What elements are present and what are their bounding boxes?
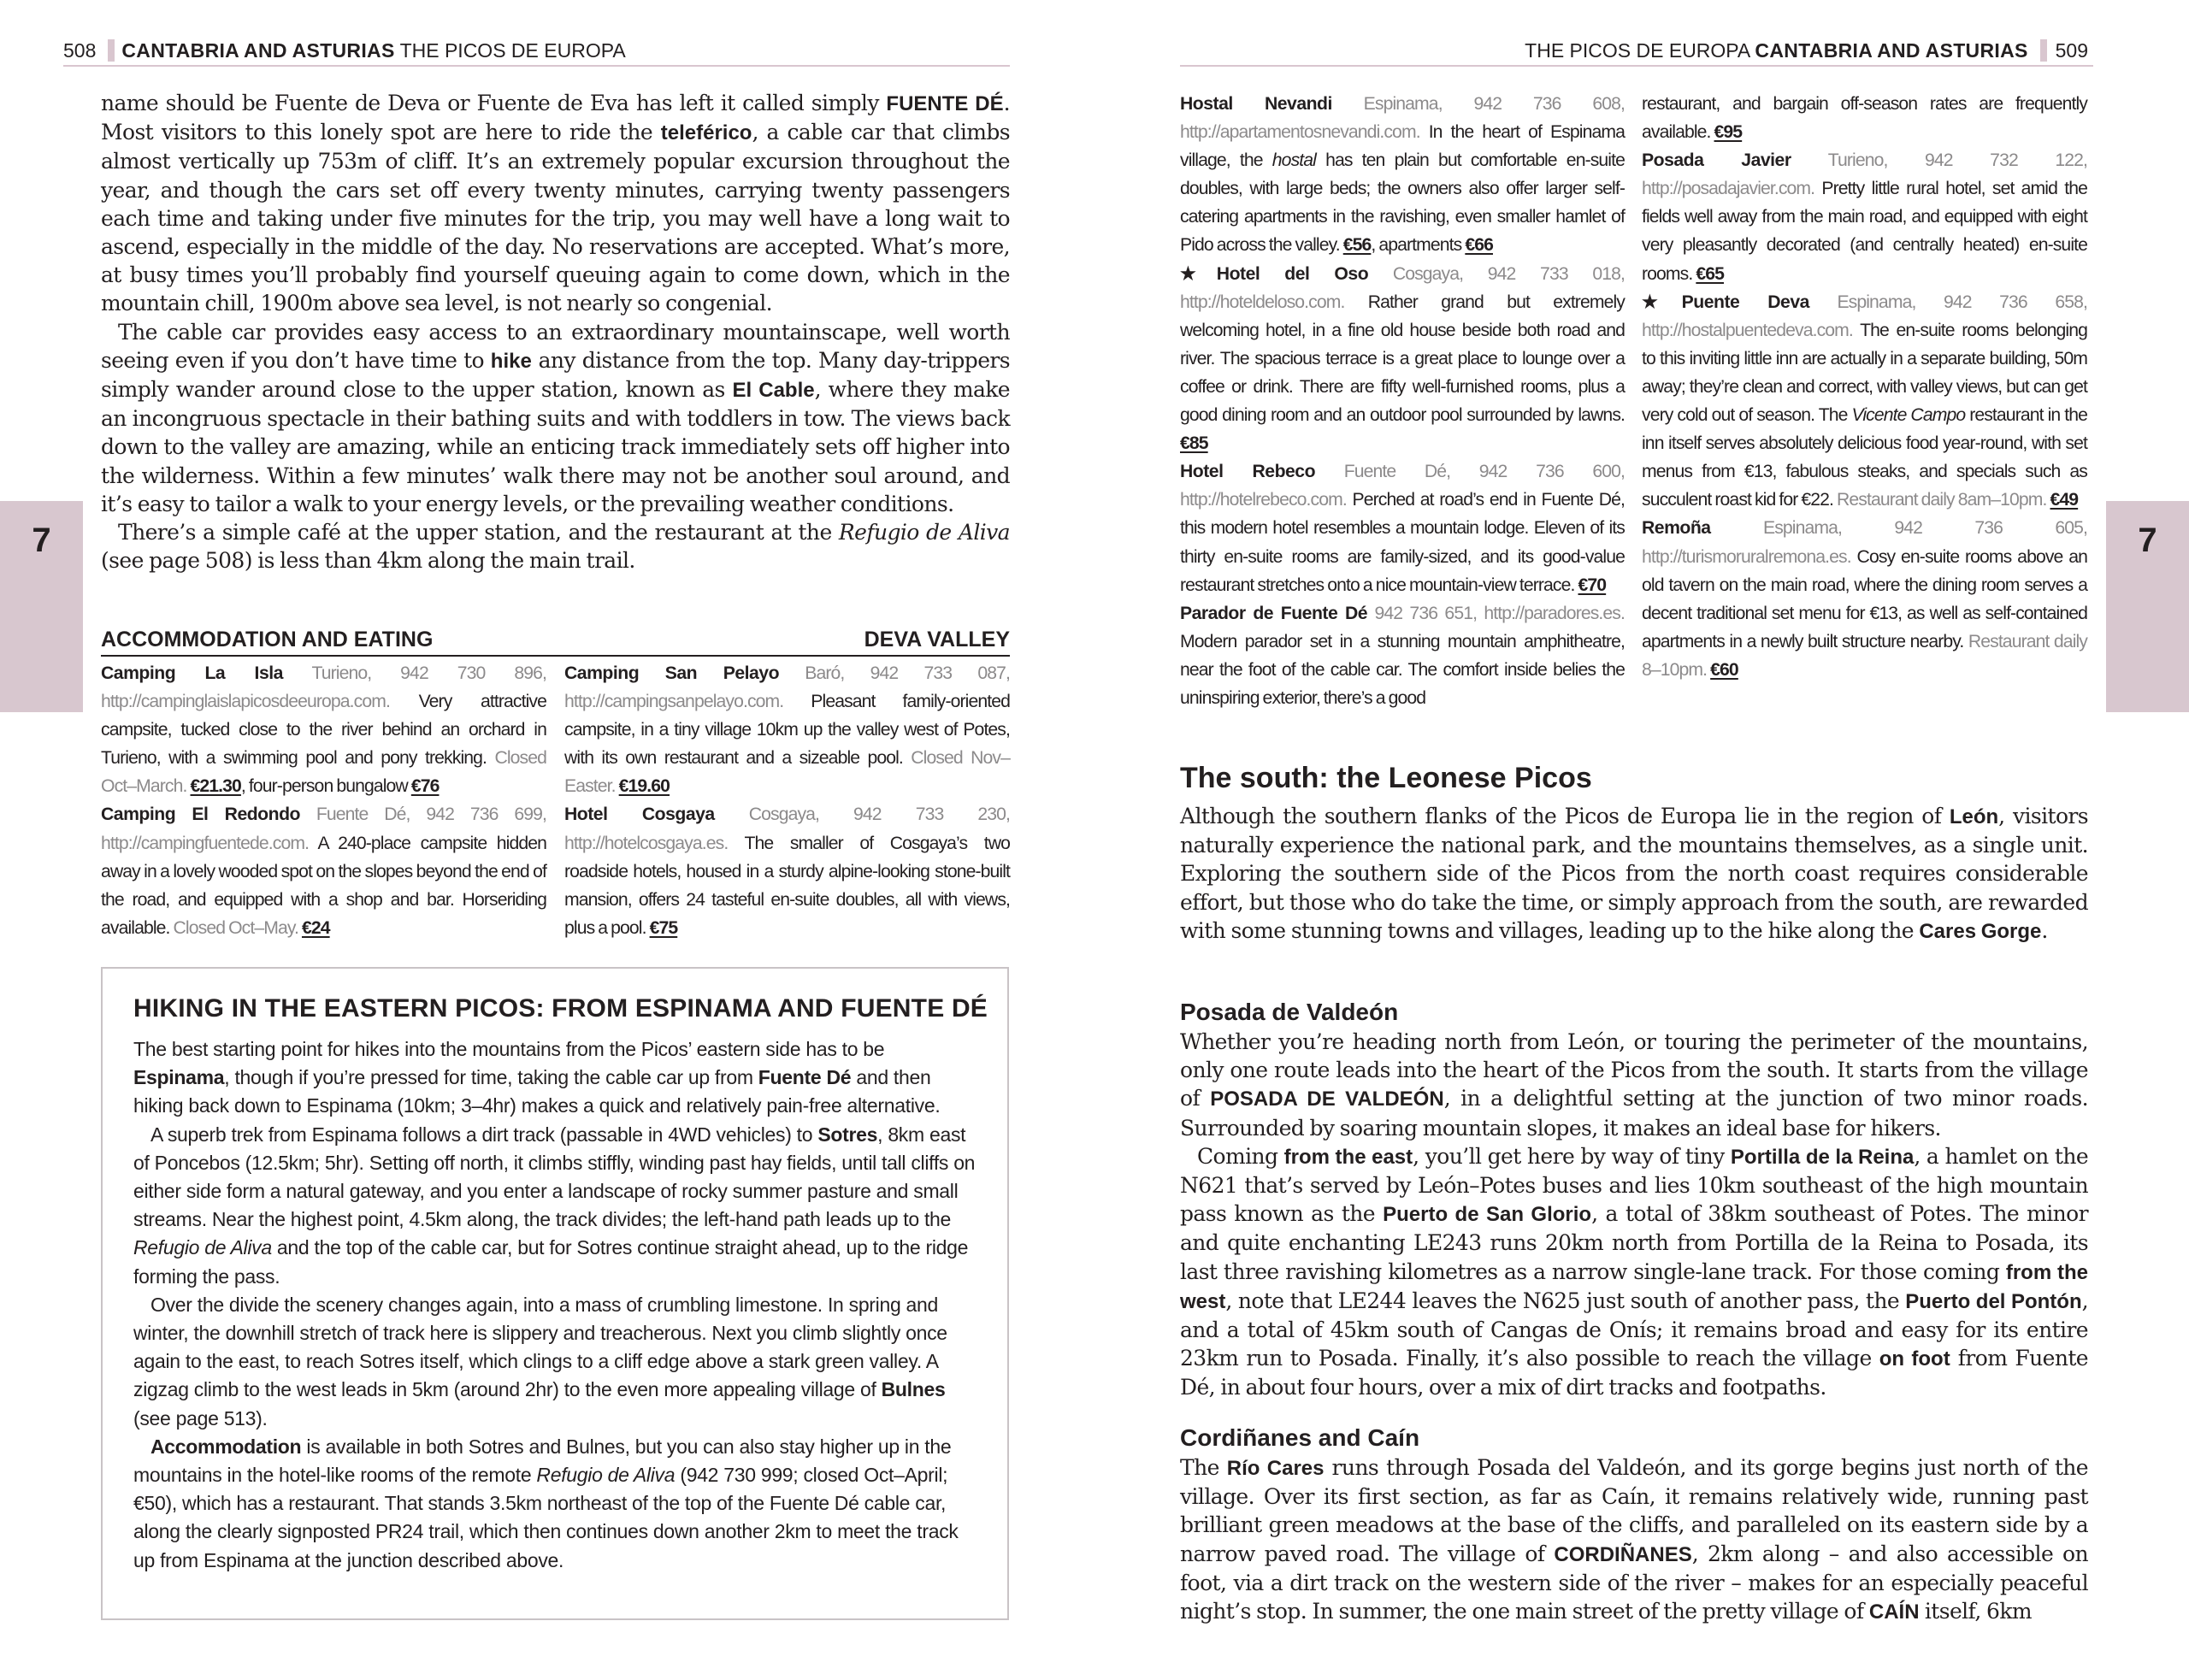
listing-entry: Camping San Pelayo Baró, 942 733 087, http://campingsanpelayo.com. Pleasant family-oriented campsite, in a tiny village 10km up the valley west of Potes, with its own restaurant and a sizeable pool. Closed Nov–Easter. €19.60 bbox=[564, 663, 1010, 797]
subheading-cordinanes: Cordiñanes and Caín bbox=[1180, 1424, 1420, 1451]
hiking-box-title: HIKING IN THE EASTERN PICOS: FROM ESPINAMA AND FUENTE DÉ bbox=[133, 994, 988, 1023]
section-heading-south: The south: the Leonese Picos bbox=[1180, 762, 1592, 794]
star-icon: ★ bbox=[1642, 292, 1682, 312]
header-section-left: CANTABRIA AND ASTURIAS bbox=[121, 39, 395, 62]
subheading-posada: Posada de Valdeón bbox=[1180, 999, 1399, 1025]
listing-entry: Camping El Redondo Fuente Dé, 942 736 699, http://campingfuentede.com. A 240-place campsite hidden away in a lovely wooded spot on the slopes beyond the end of the road, and equipped with a shop and bar. Horseriding available. Closed Oct–May. €24 bbox=[101, 805, 546, 938]
paragraph: The Río Cares runs through Posada del Valdeón, and its gorge begins just north of the village. Over its first section, as far as Caín, it remains relatively wide, running past brilliant green meadows at the base of the cliffs, and paralleled on its eastern side by a narrow paved road. The village of CORDIÑANES, 2km along – and also accessible on foot, via a dirt track on the western side of the river – makes for an especially peaceful night’s stop. In summer, the one main street of the pretty village of CAÍN itself, 6km bbox=[1180, 1455, 2089, 1624]
listings-column-2 bbox=[1642, 90, 2087, 684]
header-divider bbox=[108, 39, 115, 62]
paragraph: The cable car provides easy access to an extraordinary mountainscape, well worth seeing even if you don’t have time to hike any distance from the top. Many day-trippers simply wander around close to the upper station, known as El Cable, where they make an incongruous spectacle in their bathing suits and with toddlers in tow. The views back down to the valley are amazing, while an enticing track immediately sets off higher into the wilderness. Within a few minutes’ walk there may not be another soul around, and it’s easy to tailor a walk to your energy levels, or the prevailing weather conditions. bbox=[101, 319, 1011, 516]
star-icon: ★ bbox=[1180, 263, 1217, 284]
header-section-right: CANTABRIA AND ASTURIAS bbox=[1755, 39, 2028, 62]
listing-entry: Hostal Nevandi Espinama, 942 736 608, http://apartamentosnevandi.com. In the heart of Espinama village, the hostal has ten plain but comfortable en-suite doubles, with large beds; the owners also offer larger self-catering apartments in the ravishing, even smaller hamlet of Pido across the valley. €56, apartments €66 bbox=[1180, 94, 1625, 256]
chapter-number: 7 bbox=[32, 522, 51, 559]
listing-entry: Camping La Isla Turieno, 942 730 896, http://campinglaislapicosdeeuropa.com. Very attractive campsite, tucked close to the river behind an orchard in Turieno, with a swimming pool and pony trekking. Closed Oct–March. €21.30, four-person bungalow €76 bbox=[101, 663, 547, 797]
paragraph: Accommodation is available in both Sotres and Bulnes, but you can also stay higher up in the mountains in the hotel-like rooms of the remote Refugio de Aliva (942 730 999; closed Oct–April; €50), which has a restaurant. That stands 3.5km northeast of the top of the Fuente Dé cable car, along the clearly signposted PR24 trail, which then continues down another 2km to meet the track up from Espinama at the junction described above. bbox=[133, 1435, 959, 1571]
cordinanes-text bbox=[1180, 1453, 2088, 1626]
hiking-sidebar-box bbox=[101, 967, 1009, 1620]
posada-text bbox=[1180, 1028, 2088, 1402]
listing-entry: ★Puente Deva Espinama, 942 736 658, http://hostalpuentedeva.com. The en-suite rooms belonging to this inviting little inn are actually in a separate building, 50m away; they’re clean and correct, with valley views, but can get very cold out of season. The Vicente Campo restaurant in the inn itself serves absolutely delicious food year-round, with set menus from €13, fabulous steaks, and specials such as succulent roast kid for €22. Restaurant daily 8am–10pm. €49 bbox=[1642, 292, 2087, 510]
chapter-number: 7 bbox=[2138, 522, 2157, 559]
intro-text bbox=[101, 89, 1010, 575]
listings-column-1 bbox=[1180, 90, 1625, 712]
listing-entry: Hotel Rebeco Fuente Dé, 942 736 600, http://hotelrebeco.com. Perched at road’s end in Fuente Dé, this modern hotel resembles a mountain lodge. Eleven of its thirty en-suite rooms are family-sized, and its good-value restaurant stretches onto a nice mountain-view terrace. €70 bbox=[1180, 462, 1625, 595]
accommodation-heading bbox=[101, 626, 1010, 657]
paragraph: There’s a simple café at the upper station, and the restaurant at the Refugio de Aliva (see page 508) is less than 4km along the main trail. bbox=[101, 520, 1010, 574]
paragraph: A superb trek from Espinama follows a dirt track (passable in 4WD vehicles) to Sotres, 8km east of Poncebos (12.5km; 5hr). Setting off north, it climbs stiffly, winding past hay fields, until tall cliffs on either side form a natural gateway, and you enter a landscape of rocky summer pasture and small streams. Near the highest point, 4.5km along, the track divides; the left-hand path leads up to the Refugio de Aliva and the top of the cable car, but for Sotres continue straight ahead, up to the ridge forming the pass. bbox=[133, 1123, 976, 1288]
running-header-left bbox=[63, 38, 1010, 67]
page-number-right: 509 bbox=[2055, 39, 2088, 62]
paragraph: Coming from the east, you’ll get here by way of tiny Portilla de la Reina, a hamlet on the N621 that’s served by León–Potes buses and lies 10km southeast of the high mountain pass known as the Puerto de San Glorio, a total of 38km southeast of Potes. The minor and quite enchanting LE243 runs 20km north from Portilla de la Reina to Posada, its last three ravishing kilometres as a narrow single-lane track. For those coming from the west, note that LE244 leaves the N625 just south of another pass, the Puerto del Pontón, and a total of 45km south of Cangas de Onís; it remains broad and easy for its entire 23km run to Posada. Finally, it’s also possible to reach the village on foot from Fuente Dé, in about four hours, over a mix of dirt tracks and footpaths. bbox=[1180, 1143, 2089, 1400]
paragraph: Whether you’re heading north from León, or touring the perimeter of the mountains, only one route leads into the heart of the Picos from the south. It starts from the village of POSADA DE VALDEÓN, in a delightful setting at the junction of two minor roads. Surrounded by soaring mountain slopes, it makes an ideal base for hikers. bbox=[1180, 1029, 2088, 1141]
listing-entry: Hotel Cosgaya Cosgaya, 942 733 230, http://hotelcosgaya.es. The smaller of Cosgaya’s two roadside hotels, housed in a sturdy alpine-looking stone-built mansion, offers 24 tasteful en-suite doubles, all with views, plus a pool. €75 bbox=[564, 805, 1010, 938]
hiking-box-body bbox=[133, 1035, 980, 1575]
listing-entry: Remoña Espinama, 942 736 605, http://turismoruralremona.es. Cosy en-suite rooms above an old tavern on the main road, where the dining room serves a decent traditional set menu for €13, as well as self-contained apartments in a newly built structure nearby. Restaurant daily 8–10pm. €60 bbox=[1642, 518, 2088, 680]
accommodation-column-right bbox=[564, 659, 1010, 942]
listing-entry: Posada Javier Turieno, 942 732 122, http://posadajavier.com. Pretty little rural hotel, set amid the fields well away from the main road, and equipped with eight very pleasantly decorated (and centrally heated) en-suite rooms. €65 bbox=[1642, 150, 2088, 284]
south-intro bbox=[1180, 802, 2088, 946]
accommodation-area: DEVA VALLEY bbox=[864, 628, 1010, 651]
listing-entry: restaurant, and bargain off-season rates are frequently available. €95 bbox=[1642, 94, 2087, 143]
header-subsection-left: THE PICOS DE EUROPA bbox=[399, 39, 626, 62]
listing-entry: Parador de Fuente Dé 942 736 651, http://paradores.es. Modern parador set in a stunning mountain amphitheatre, near the foot of the cable car. The comfort inside belies the uninspiring exterior, there’s a good bbox=[1180, 603, 1625, 708]
paragraph: name should be Fuente de Deva or Fuente de Eva has left it called simply FUENTE DÉ. Most visitors to this lonely spot are here to ride the teleférico, a cable car that climbs almost vertically up 753m of cliff. It’s an extremely popular excursion throughout the year, and though the cars set off every twenty minutes, carrying twenty passengers each time and taking under five minutes for the trip, you may well have a long wait to ascend, especially in the middle of the day. No reservations are accepted. What’s more, at busy times you’ll probably find yourself queuing again to come down, which in the mountain chill, 1900m above sea level, is not nearly so congenial. bbox=[101, 91, 1010, 316]
running-header-right bbox=[1180, 38, 2093, 67]
paragraph: Over the divide the scenery changes again, into a mass of crumbling limestone. In spring and winter, the downhill stretch of track here is slippery and treacherous. Next you climb slightly once again to the east, to reach Sotres itself, which clings to a cliff edge above a stark green valley. A zigzag climb to the west leads in 5km (around 2hr) to the even more appealing village of Bulnes (see page 513). bbox=[133, 1293, 947, 1429]
accommodation-column-left bbox=[101, 659, 546, 942]
header-divider bbox=[2040, 39, 2047, 62]
paragraph: The best starting point for hikes into the mountains from the Picos’ eastern side has to be Espinama, though if you’re pressed for time, taking the cable car up from Fuente Dé and then hiking back down to Espinama (10km; 3–4hr) makes a quick and relatively pain-free alternative. bbox=[133, 1038, 941, 1117]
listing-entry: ★Hotel del Oso Cosgaya, 942 733 018, http://hoteldeloso.com. Rather grand but extremely welcoming hotel, in a fine old house beside both road and river. The spacious terrace is a great place to lounge over a coffee or drink. There are fifty well-furnished rooms, plus a good dining room and an outdoor pool surrounded by lawns. €85 bbox=[1180, 263, 1625, 454]
page-number-left: 508 bbox=[63, 39, 97, 62]
accommodation-title: ACCOMMODATION AND EATING bbox=[101, 628, 434, 651]
chapter-tab-right bbox=[2106, 501, 2189, 712]
header-subsection-right: THE PICOS DE EUROPA bbox=[1525, 39, 1750, 62]
paragraph: Although the southern flanks of the Picos de Europa lie in the region of León, visitors naturally experience the national park, and the mountains themselves, as a single unit. Exploring the southern side of the Picos from the north coast requires considerable effort, but those who do take the time, or simply approach from the south, are rewarded with some stunning towns and villages, leading up to the hike along the Cares Gorge. bbox=[1180, 804, 2088, 943]
chapter-tab-left bbox=[0, 501, 83, 712]
